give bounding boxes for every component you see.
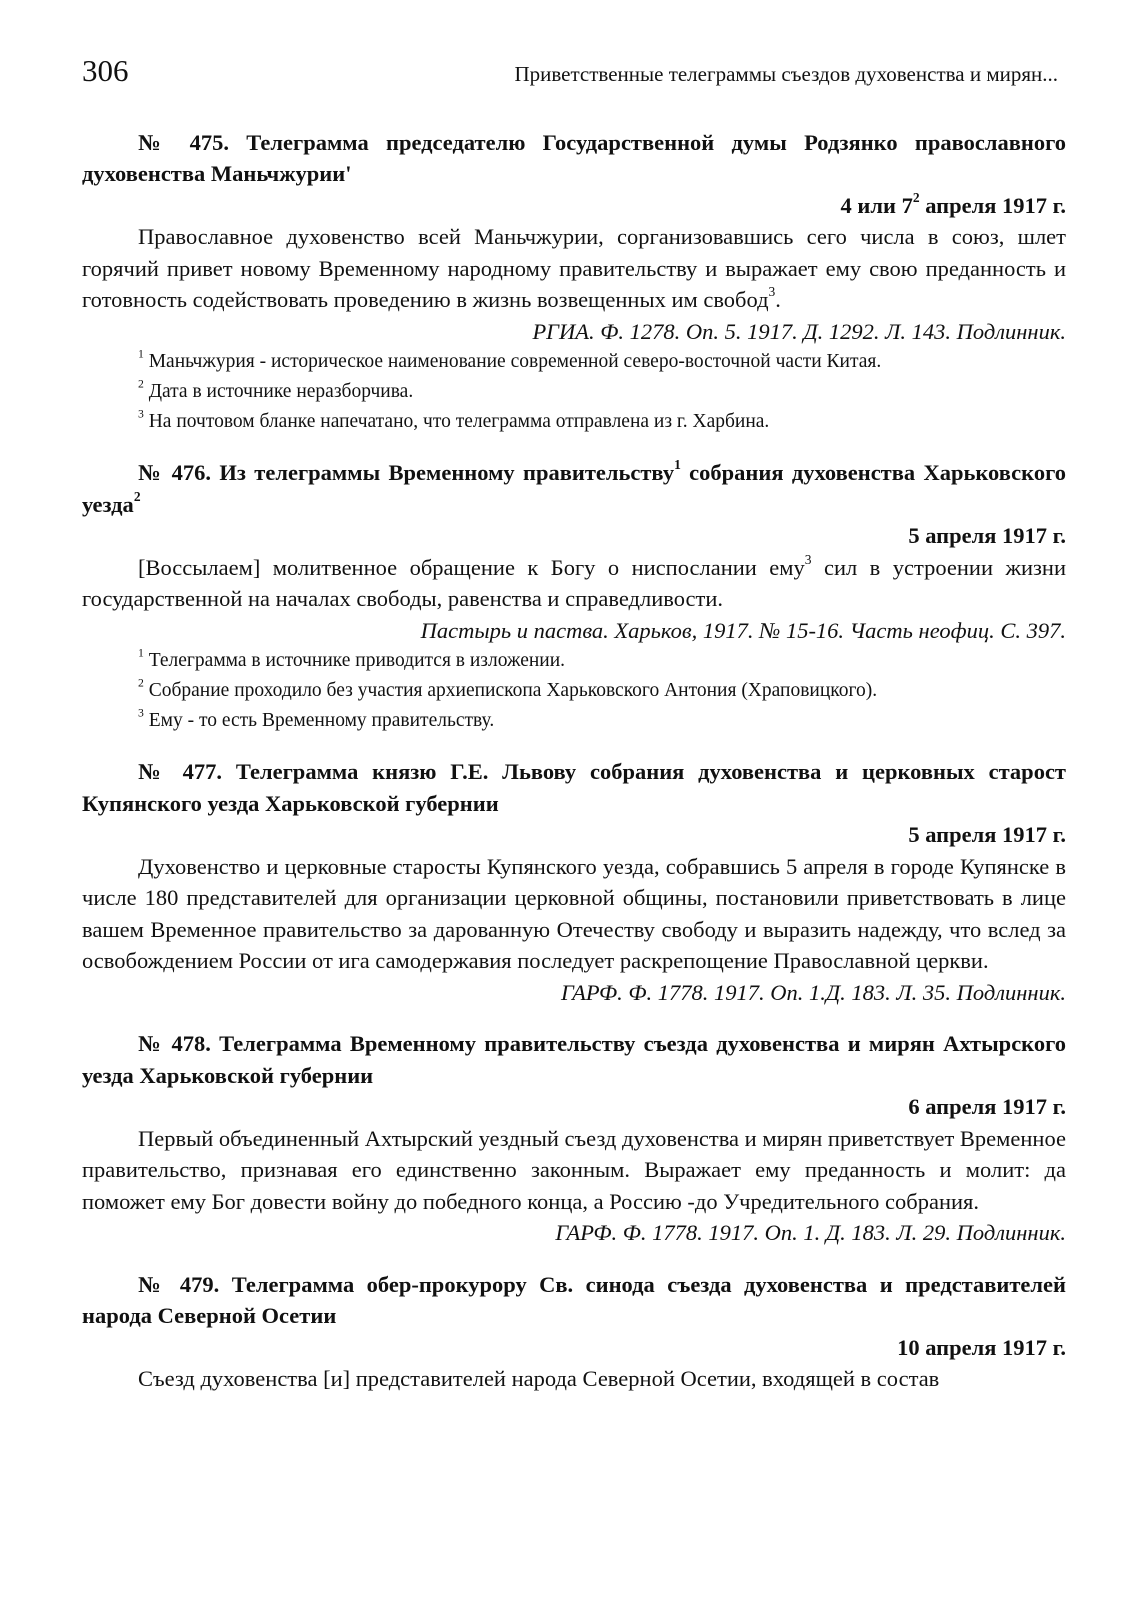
doc-477-source: ГАРФ. Ф. 1778. 1917. Оп. 1.Д. 183. Л. 35. Подлинник. [561, 979, 1066, 1005]
doc-476-title: № 476. Из телеграммы Временному правительству$^1$ собрания духовенства Харьковского уезда$^2$ [82, 457, 1066, 517]
footnote: $^1$ Маньчжурия - историческое наименование современной северо-восточной части Китая. [138, 347, 882, 372]
page-header [82, 55, 1066, 91]
doc-476-body: [Воссылаем] молитвенное обращение к Богу о ниспослании ему$^3$ сил в устроении жизни государственной на началах свободы, равенства и справедливости. [82, 551, 1067, 611]
footnote-ref: 3 [804, 551, 812, 567]
document-477 [82, 756, 1066, 1008]
footnote: $^3$ Ему - то есть Временному правительству. [138, 706, 495, 731]
doc-478-source: ГАРФ. Ф. 1778. 1917. Оп. 1. Д. 183. Л. 29. Подлинник. [555, 1220, 1066, 1245]
doc-475-body: Православное духовенство всей Маньчжурии, сорганизовавшись сего числа в союз, шлет горячий привет новому Временному народному правительству и выражает ему свою преданность и готовность содействовать проведению в жизнь возвещенных им свобод$^3$. [82, 224, 1066, 312]
document-478 [82, 1028, 1066, 1249]
footnote: $^3$ На почтовом бланке напечатано, что телеграмма отправлена из г. Харбина. [138, 407, 770, 432]
footnote: $^1$ Телеграмма в источнике приводится в изложении. [138, 646, 566, 671]
doc-475-date: 4 или $7^2$ апреля 1917 г. [840, 189, 1066, 218]
title-mark: ' [345, 161, 352, 186]
document-476 [82, 457, 1066, 736]
footnote-ref: 2 [912, 189, 920, 205]
doc-479-title: № 479. Телеграмма обер-прокурору Св. синода съезда духовенства и представителей народа Северной Осетии [82, 1271, 1066, 1328]
document-475 [82, 127, 1066, 438]
doc-475-source: РГИА. Ф. 1278. Оп. 5. 1917. Д. 1292. Л. 143. Подлинник. [532, 318, 1066, 344]
doc-478-title: № 478. Телеграмма Временному правительству съезда духовенства и мирян Ахтырского уезда Харьковской губернии [82, 1031, 1066, 1088]
doc-479-date: 10 апреля 1917 г. [897, 1334, 1066, 1360]
footnote: $^2$ Собрание проходило без участия архиепископа Харьковского Антония (Храповицкого). [138, 676, 878, 701]
doc-477-date: 5 апреля 1917 г. [908, 822, 1066, 847]
footnote-ref: 2 [133, 488, 141, 504]
doc-477-title: № 477. Телеграмма князю Г.Е. Львову собрания духовенства и церковных старост Купянского уезда Харьковской губернии [82, 759, 1066, 816]
doc-476-source: Пастырь и паства. Харьков, 1917. № 15-16. Часть неофиц. С. 397. [420, 617, 1066, 643]
document-479 [82, 1269, 1066, 1395]
footnote-ref: 1 [674, 457, 681, 473]
doc-478-body: Первый объединенный Ахтырский уездный съезд духовенства и мирян приветствует Временное правительство, признавая его единственно законным. Выражает ему преданность и молит: да поможет ему Бог довести войну до победного конца, а Россию -до Учредительного собрания. [82, 1125, 1066, 1214]
footnote-ref: 3 [768, 284, 776, 300]
doc-479-body: Съезд духовенства [и] представителей народа Северной Осетии, входящей в состав [138, 1366, 940, 1391]
running-title: Приветственные телеграммы съездов духовенства и мирян... [514, 62, 1058, 86]
page-number: 306 [82, 53, 129, 88]
doc-475-title: № 475. Телеграмма председателю Государственной думы Родзянко православного духовенства Маньчжурии' [82, 129, 1066, 186]
footnote: $^2$ Дата в источнике неразборчива. [138, 377, 414, 402]
doc-477-body: Духовенство и церковные старосты Купянского уезда, собравшись 5 апреля в городе Купянске в числе 180 представителей для организации церковной общины, постановили приветствовать в лице вашем Временное правительство за дарованную Отечеству свободу и выразить надежду, что вслед за освобождением России от ига самодержавия последует раскрепощение Православной церкви. [82, 853, 1066, 973]
doc-476-date: 5 апреля 1917 г. [908, 523, 1066, 548]
doc-478-date: 6 апреля 1917 г. [908, 1094, 1066, 1119]
